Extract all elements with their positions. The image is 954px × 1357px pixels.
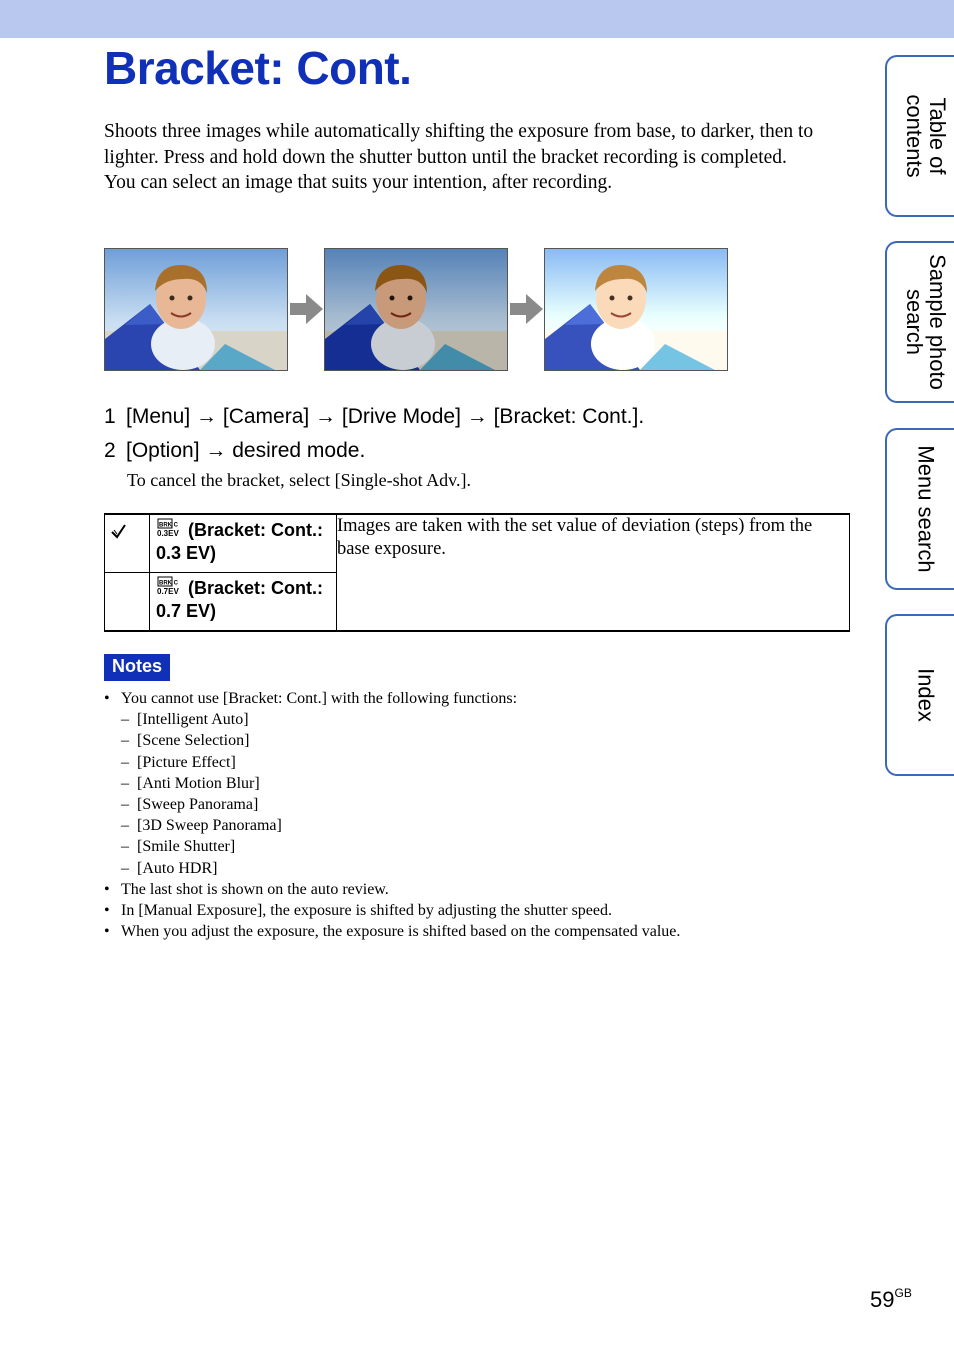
side-tab[interactable] <box>885 55 954 217</box>
note-subitem <box>104 836 864 857</box>
note-subitem <box>104 815 864 836</box>
check-cell <box>105 514 150 573</box>
check-cell <box>105 573 150 632</box>
mode-description: Images are taken with the set value of deviation (steps) from the base exposure. <box>337 514 850 631</box>
side-tab-line: contents <box>902 94 927 178</box>
right-arrow-icon <box>510 294 543 324</box>
step-number: 2 <box>104 439 116 462</box>
bracket-photo-lighter <box>544 248 728 371</box>
step-text: [Option] → desired mode. <box>126 439 366 462</box>
top-bar <box>0 0 954 38</box>
note-subitem <box>104 858 864 879</box>
side-tab[interactable] <box>885 614 954 776</box>
note-item <box>104 900 864 921</box>
note-text: [3D Sweep Panorama] <box>137 817 282 835</box>
side-tab-label <box>915 445 938 572</box>
note-text: [Sweep Panorama] <box>137 795 259 813</box>
note-item <box>104 688 864 709</box>
side-tab-line: Table of <box>925 97 950 175</box>
bullet-marker: • <box>104 923 110 941</box>
note-subitem <box>104 709 864 730</box>
note-text: In [Manual Exposure], the exposure is shifted by adjusting the shutter speed. <box>121 901 612 919</box>
note-text: [Picture Effect] <box>137 753 236 771</box>
page-number-suffix: GB <box>894 1286 912 1300</box>
dash-marker: – <box>121 711 129 729</box>
intro-text <box>104 119 854 196</box>
page-title: Bracket: Cont. <box>104 42 412 94</box>
right-arrow-icon <box>290 294 323 324</box>
bracket-cont-icon <box>156 518 184 538</box>
mode-cell[interactable] <box>150 573 337 632</box>
note-text: [Scene Selection] <box>137 732 250 750</box>
dash-marker: – <box>121 774 129 792</box>
intro-paragraph: Shoots three images while automatically shifting the exposure from base, to darker, then to lighter. Press and hold down the shutter button until the bracket recording is completed. <box>104 121 814 168</box>
step-text: [Menu] → [Camera] → [Drive Mode] → [Bracket: Cont.]. <box>126 405 645 428</box>
note-text: [Auto HDR] <box>137 859 218 877</box>
note-subitem <box>104 730 864 751</box>
note-item <box>104 879 864 900</box>
note-text: When you adjust the exposure, the exposure is shifted based on the compensated value. <box>121 923 681 941</box>
step-2 <box>104 437 365 465</box>
side-tab-line: search <box>902 288 927 356</box>
dash-marker: – <box>121 795 129 813</box>
step-1 <box>104 403 644 431</box>
side-tab-label <box>915 668 938 722</box>
side-tab-line: Menu search <box>913 445 939 573</box>
icon-bottom-text: 0.3EV <box>157 529 179 538</box>
note-text: [Intelligent Auto] <box>137 711 249 729</box>
bullet-marker: • <box>104 901 110 919</box>
dash-marker: – <box>121 838 129 856</box>
note-subitem <box>104 752 864 773</box>
icon-top-text: BRK C <box>159 522 178 529</box>
mode-label: (Bracket: Cont.: 0.7 EV) <box>156 578 324 621</box>
side-tab[interactable] <box>885 241 954 403</box>
icon-bottom-text: 0.7EV <box>157 587 179 596</box>
side-tab-line: Index <box>913 668 939 722</box>
bracket-photo-darker <box>324 248 508 371</box>
note-text: [Anti Motion Blur] <box>137 774 260 792</box>
side-tab-label <box>903 94 949 177</box>
side-tab-label <box>903 254 949 390</box>
mode-label: (Bracket: Cont.: 0.3 EV) <box>156 520 324 563</box>
page-number-value: 59 <box>870 1287 895 1312</box>
icon-top-text: BRK C <box>159 580 178 587</box>
mode-table <box>104 513 850 632</box>
dash-marker: – <box>121 732 129 750</box>
notes-badge: Notes <box>104 654 170 681</box>
intro-paragraph: You can select an image that suits your intention, after recording. <box>104 172 613 193</box>
table-row <box>105 514 850 573</box>
dash-marker: – <box>121 753 129 771</box>
note-text: You cannot use [Bracket: Cont.] with the following functions: <box>121 690 518 707</box>
note-subitem <box>104 773 864 794</box>
bracket-cont-icon <box>156 576 184 596</box>
side-tab[interactable] <box>885 428 954 590</box>
dash-marker: – <box>121 817 129 835</box>
side-tab-line: Sample photo <box>925 254 950 390</box>
step-number: 1 <box>104 405 116 428</box>
page-number <box>870 1280 912 1313</box>
dash-marker: – <box>121 859 129 877</box>
note-text: [Smile Shutter] <box>137 838 236 856</box>
bullet-marker: • <box>104 690 110 707</box>
mode-cell[interactable] <box>150 514 337 573</box>
note-item <box>104 921 864 942</box>
checkmark-icon <box>105 515 149 545</box>
note-text: The last shot is shown on the auto review. <box>121 880 389 898</box>
bullet-marker: • <box>104 880 110 898</box>
step-2-note: To cancel the bracket, select [Single-shot Adv.]. <box>127 470 471 490</box>
note-subitem <box>104 794 864 815</box>
notes-list <box>104 688 864 942</box>
bracket-photo-base <box>104 248 288 371</box>
